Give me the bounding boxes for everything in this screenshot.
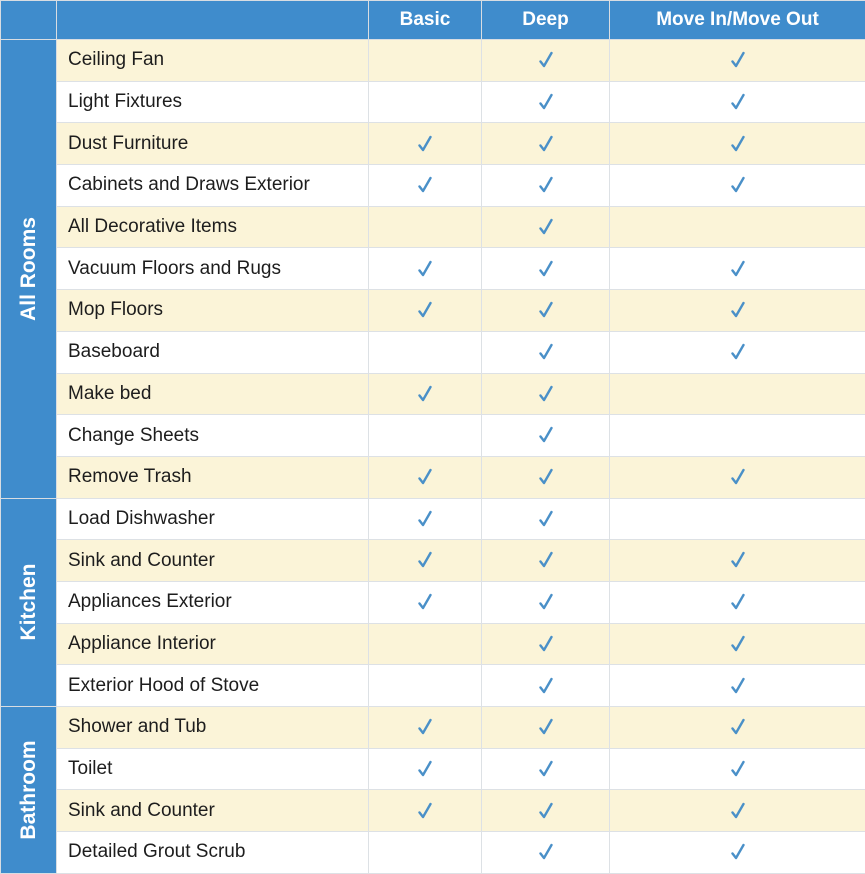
check-icon	[731, 551, 745, 569]
table-header	[1, 1, 865, 40]
check-icon	[731, 843, 745, 861]
check-cell-deep	[482, 290, 610, 332]
check-cell-move	[610, 540, 865, 582]
check-icon	[539, 468, 553, 486]
check-cell-basic	[369, 331, 482, 373]
task-label: All Decorative Items	[57, 206, 369, 248]
header-move-in-move-out: Move In/Move Out	[610, 1, 865, 40]
table-row	[1, 415, 865, 457]
table-row	[1, 790, 865, 832]
task-label: Toilet	[57, 748, 369, 790]
task-label: Make bed	[57, 373, 369, 415]
check-icon	[731, 260, 745, 278]
check-cell-basic	[369, 40, 482, 82]
check-icon	[418, 510, 432, 528]
check-icon	[539, 51, 553, 69]
check-icon	[418, 802, 432, 820]
check-cell-move	[610, 123, 865, 165]
check-icon	[539, 385, 553, 403]
header-basic: Basic	[369, 1, 482, 40]
check-cell-deep	[482, 748, 610, 790]
check-icon	[539, 135, 553, 153]
check-cell-basic	[369, 790, 482, 832]
table-row	[1, 206, 865, 248]
table-row	[1, 331, 865, 373]
check-cell-deep	[482, 665, 610, 707]
table-row	[1, 248, 865, 290]
check-cell-deep	[482, 40, 610, 82]
check-cell-move	[610, 206, 865, 248]
task-label: Dust Furniture	[57, 123, 369, 165]
check-icon	[731, 301, 745, 319]
task-label: Vacuum Floors and Rugs	[57, 248, 369, 290]
check-cell-basic	[369, 81, 482, 123]
check-icon	[418, 593, 432, 611]
check-icon	[731, 593, 745, 611]
check-cell-move	[610, 748, 865, 790]
check-cell-basic	[369, 748, 482, 790]
check-icon	[731, 760, 745, 778]
check-icon	[418, 176, 432, 194]
table-row	[1, 748, 865, 790]
check-cell-move	[610, 581, 865, 623]
check-cell-move	[610, 832, 865, 874]
group-label: All Rooms	[17, 217, 41, 321]
check-cell-deep	[482, 331, 610, 373]
table-row	[1, 165, 865, 207]
check-icon	[539, 635, 553, 653]
task-label: Mop Floors	[57, 290, 369, 332]
check-icon	[731, 468, 745, 486]
check-icon	[539, 760, 553, 778]
check-icon	[539, 218, 553, 236]
table-row	[1, 456, 865, 498]
table-row	[1, 81, 865, 123]
check-cell-deep	[482, 623, 610, 665]
check-cell-basic	[369, 123, 482, 165]
group-cell	[1, 40, 57, 499]
task-label: Sink and Counter	[57, 790, 369, 832]
table-row	[1, 832, 865, 874]
check-cell-basic	[369, 206, 482, 248]
check-cell-move	[610, 40, 865, 82]
check-cell-basic	[369, 665, 482, 707]
check-cell-basic	[369, 373, 482, 415]
check-cell-deep	[482, 790, 610, 832]
check-icon	[539, 843, 553, 861]
task-label: Remove Trash	[57, 456, 369, 498]
task-label: Detailed Grout Scrub	[57, 832, 369, 874]
check-cell-deep	[482, 832, 610, 874]
table-row	[1, 290, 865, 332]
check-icon	[418, 260, 432, 278]
check-cell-deep	[482, 415, 610, 457]
check-icon	[418, 385, 432, 403]
header-deep: Deep	[482, 1, 610, 40]
check-cell-deep	[482, 456, 610, 498]
table-row	[1, 40, 865, 82]
check-cell-move	[610, 623, 865, 665]
check-cell-deep	[482, 248, 610, 290]
check-icon	[539, 301, 553, 319]
table-row	[1, 623, 865, 665]
table-row	[1, 665, 865, 707]
table-row	[1, 540, 865, 582]
check-cell-basic	[369, 415, 482, 457]
check-cell-deep	[482, 165, 610, 207]
check-cell-basic	[369, 623, 482, 665]
task-label: Light Fixtures	[57, 81, 369, 123]
table-row	[1, 498, 865, 540]
check-icon	[731, 802, 745, 820]
check-cell-deep	[482, 123, 610, 165]
check-icon	[731, 677, 745, 695]
group-label: Kitchen	[17, 564, 41, 641]
task-label: Shower and Tub	[57, 707, 369, 749]
check-cell-basic	[369, 832, 482, 874]
check-cell-move	[610, 165, 865, 207]
check-icon	[418, 760, 432, 778]
check-icon	[418, 301, 432, 319]
check-icon	[539, 593, 553, 611]
table-row	[1, 581, 865, 623]
check-cell-basic	[369, 707, 482, 749]
check-cell-deep	[482, 81, 610, 123]
check-cell-deep	[482, 540, 610, 582]
check-cell-move	[610, 498, 865, 540]
check-cell-deep	[482, 581, 610, 623]
task-label: Ceiling Fan	[57, 40, 369, 82]
task-label: Appliance Interior	[57, 623, 369, 665]
check-icon	[731, 343, 745, 361]
check-icon	[539, 510, 553, 528]
check-cell-move	[610, 665, 865, 707]
check-cell-move	[610, 790, 865, 832]
check-cell-basic	[369, 498, 482, 540]
task-label: Cabinets and Draws Exterior	[57, 165, 369, 207]
check-icon	[731, 718, 745, 736]
task-label: Sink and Counter	[57, 540, 369, 582]
group-cell	[1, 707, 57, 874]
check-cell-basic	[369, 456, 482, 498]
header-corner	[1, 1, 57, 40]
check-icon	[418, 468, 432, 486]
check-icon	[731, 135, 745, 153]
header-task-column	[57, 1, 369, 40]
check-icon	[539, 176, 553, 194]
check-cell-deep	[482, 498, 610, 540]
check-icon	[539, 718, 553, 736]
task-label: Exterior Hood of Stove	[57, 665, 369, 707]
check-icon	[539, 260, 553, 278]
check-cell-move	[610, 707, 865, 749]
check-cell-basic	[369, 165, 482, 207]
check-cell-move	[610, 415, 865, 457]
check-cell-deep	[482, 206, 610, 248]
check-icon	[539, 426, 553, 444]
check-icon	[539, 93, 553, 111]
check-cell-basic	[369, 581, 482, 623]
table-row	[1, 707, 865, 749]
task-label: Appliances Exterior	[57, 581, 369, 623]
table-row	[1, 123, 865, 165]
check-icon	[539, 802, 553, 820]
check-icon	[731, 176, 745, 194]
task-label: Load Dishwasher	[57, 498, 369, 540]
check-cell-deep	[482, 707, 610, 749]
check-cell-move	[610, 248, 865, 290]
check-icon	[731, 635, 745, 653]
check-cell-basic	[369, 540, 482, 582]
task-label: Baseboard	[57, 331, 369, 373]
group-cell	[1, 498, 57, 706]
header-row	[1, 1, 865, 40]
check-cell-move	[610, 81, 865, 123]
check-cell-basic	[369, 248, 482, 290]
check-icon	[418, 718, 432, 736]
check-icon	[418, 551, 432, 569]
check-icon	[731, 93, 745, 111]
table-body	[1, 40, 865, 874]
check-cell-move	[610, 331, 865, 373]
check-icon	[539, 343, 553, 361]
check-cell-basic	[369, 290, 482, 332]
task-label: Change Sheets	[57, 415, 369, 457]
check-cell-deep	[482, 373, 610, 415]
check-icon	[418, 135, 432, 153]
check-icon	[539, 677, 553, 695]
group-label: Bathroom	[17, 740, 41, 839]
check-cell-move	[610, 456, 865, 498]
check-icon	[731, 51, 745, 69]
check-cell-move	[610, 373, 865, 415]
table-row	[1, 373, 865, 415]
check-icon	[539, 551, 553, 569]
check-cell-move	[610, 290, 865, 332]
